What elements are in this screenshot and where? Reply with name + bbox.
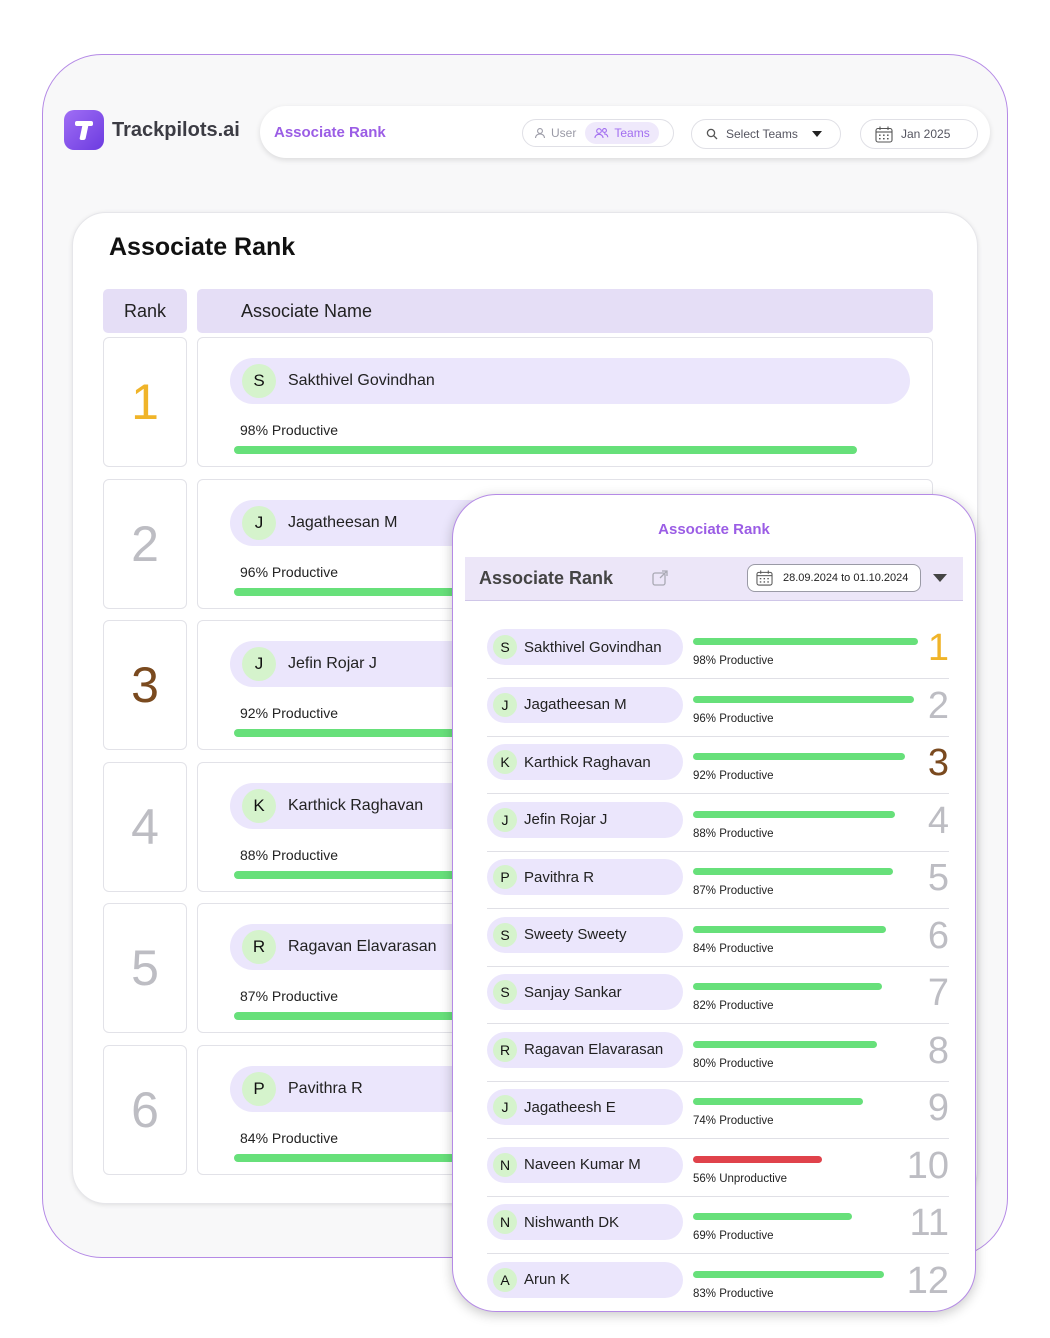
avatar: P <box>242 1072 276 1106</box>
productivity-label: 96% Productive <box>240 563 339 580</box>
associate-name: Ragavan Elavarasan <box>288 938 437 955</box>
rank-number: 3 <box>927 742 949 784</box>
productivity-label: 88% Productive <box>693 827 774 840</box>
rank-number: 5 <box>927 857 949 899</box>
associate-name: Pavithra R <box>524 868 595 886</box>
associate-name-pill[interactable] <box>487 1262 683 1298</box>
avatar: N <box>493 1210 517 1234</box>
productivity-label: 87% Productive <box>240 988 339 1004</box>
list-item[interactable] <box>487 911 949 967</box>
productivity-label: 92% Productive <box>693 770 774 782</box>
productivity-bar <box>693 1271 884 1278</box>
rank-number: 5 <box>103 903 187 1033</box>
associate-name: Naveen Kumar M <box>524 1156 641 1173</box>
avatar: S <box>493 635 517 659</box>
associate-name-pill[interactable] <box>487 1147 683 1183</box>
associate-name: Sakthivel Govindhan <box>288 372 435 389</box>
list-item[interactable] <box>487 623 949 679</box>
productivity-bar <box>693 926 886 933</box>
associate-name: Jagatheesan M <box>288 513 398 531</box>
associate-name-pill[interactable] <box>487 974 683 1010</box>
table-row[interactable] <box>197 337 933 467</box>
productivity-bar <box>693 1156 822 1163</box>
avatar: J <box>493 1095 517 1119</box>
productivity-label: 83% Productive <box>693 1287 774 1300</box>
date-picker[interactable] <box>860 119 978 149</box>
avatar: J <box>493 808 517 832</box>
productivity-label: 56% Unproductive <box>693 1172 787 1185</box>
external-link-icon[interactable] <box>651 569 669 587</box>
associate-name-pill[interactable] <box>230 358 910 404</box>
rank-number: 2 <box>927 684 949 727</box>
associate-name: Pavithra R <box>288 1079 363 1097</box>
avatar: S <box>493 980 517 1004</box>
associate-name-pill[interactable] <box>487 859 683 895</box>
rank-number: 12 <box>906 1259 949 1302</box>
teams-icon <box>594 127 609 139</box>
rank-number: 4 <box>103 762 187 892</box>
productivity-label: 74% Productive <box>693 1115 774 1127</box>
trackpilots-logo-icon <box>64 110 104 150</box>
productivity-label: 92% Productive <box>240 705 339 721</box>
productivity-bar <box>693 868 893 875</box>
mobile-panel <box>452 494 976 1312</box>
associate-name-pill[interactable] <box>487 917 683 953</box>
rank-header-label: Rank <box>123 300 167 321</box>
rank-number: 6 <box>103 1045 187 1175</box>
productivity-bar <box>234 446 857 454</box>
rank-number: 11 <box>909 1202 949 1244</box>
avatar: K <box>493 750 517 774</box>
date-label: Jan 2025 <box>901 127 951 141</box>
date-range-label: 28.09.2024 to 01.10.2024 <box>783 572 909 584</box>
avatar: J <box>242 506 276 540</box>
list-item[interactable] <box>487 738 949 794</box>
associate-name: Jagatheesan M <box>524 696 627 713</box>
toggle-teams[interactable] <box>585 122 658 144</box>
productivity-label: 82% Productive <box>693 1000 774 1012</box>
avatar: A <box>493 1268 517 1292</box>
productivity-bar <box>693 811 895 818</box>
user-icon <box>534 127 546 139</box>
list-item[interactable] <box>487 1198 949 1254</box>
chevron-down-icon[interactable] <box>933 574 947 582</box>
associate-name-pill[interactable] <box>487 1089 683 1125</box>
avatar: J <box>242 647 276 681</box>
card-title: Associate Rank <box>109 233 296 261</box>
name-header-label: Associate Name <box>241 300 373 321</box>
productivity-label: 96% Productive <box>693 712 774 725</box>
select-teams-label: Select Teams <box>726 127 798 141</box>
associate-name: Arun K <box>524 1271 570 1288</box>
associate-name-pill[interactable] <box>487 802 683 838</box>
list-item[interactable] <box>487 1256 949 1312</box>
productivity-label: 84% Productive <box>693 942 774 955</box>
productivity-label: 88% Productive <box>240 846 339 863</box>
rank-number: 10 <box>906 1144 949 1187</box>
associate-name: Nishwanth DK <box>524 1213 620 1231</box>
associate-name: Karthick Raghavan <box>288 796 424 814</box>
select-teams-dropdown[interactable] <box>691 119 841 149</box>
associate-name-pill[interactable] <box>487 1204 683 1240</box>
rank-number: 7 <box>927 972 949 1014</box>
associate-name: Karthick Raghavan <box>524 753 651 771</box>
rank-number: 6 <box>927 914 949 957</box>
list-item[interactable] <box>487 1083 949 1139</box>
productivity-bar <box>693 1041 877 1048</box>
logo[interactable] <box>64 110 240 150</box>
mobile-panel-title: Associate Rank <box>658 521 770 538</box>
toggle-user-label: User <box>551 126 577 140</box>
list-item[interactable] <box>487 968 949 1024</box>
rank-number: 8 <box>927 1029 949 1072</box>
productivity-bar <box>693 638 918 645</box>
associate-name: Ragavan Elavarasan <box>524 1041 664 1058</box>
logo-text: Trackpilots.ai <box>112 118 240 141</box>
productivity-label: 98% Productive <box>693 655 774 667</box>
associate-name: Jagatheesh E <box>524 1098 616 1116</box>
productivity-bar <box>693 696 914 703</box>
associate-name: Sweety Sweety <box>524 926 627 943</box>
calendar-icon <box>875 126 893 143</box>
productivity-bar <box>693 983 882 990</box>
avatar: R <box>242 930 276 964</box>
avatar: S <box>493 923 517 947</box>
date-range-picker[interactable] <box>747 564 921 592</box>
list-item[interactable] <box>487 681 949 737</box>
mobile-rank-title: Associate Rank <box>479 568 614 588</box>
toggle-teams-label: Teams <box>614 126 650 140</box>
productivity-bar <box>693 753 905 760</box>
toggle-user[interactable] <box>525 122 585 144</box>
avatar: J <box>493 693 517 717</box>
calendar-icon <box>756 570 773 586</box>
rank-number: 4 <box>927 799 949 842</box>
name-column-header <box>197 289 933 333</box>
list-item[interactable] <box>487 1026 949 1082</box>
avatar: S <box>242 364 276 398</box>
associate-name: Jefin Rojar J <box>288 655 377 672</box>
rank-number: 9 <box>927 1087 949 1129</box>
associate-name-pill[interactable] <box>487 744 683 780</box>
productivity-label: 84% Productive <box>240 1129 339 1146</box>
avatar: R <box>493 1038 517 1062</box>
productivity-bar <box>693 1213 852 1220</box>
rank-number: 1 <box>927 627 949 669</box>
page-title: Associate Rank <box>274 124 386 141</box>
associate-name-pill[interactable] <box>487 1032 683 1068</box>
associate-name: Sanjay Sankar <box>524 983 622 1001</box>
list-item[interactable] <box>487 796 949 852</box>
avatar: P <box>493 865 517 889</box>
productivity-label: 98% Productive <box>240 422 339 438</box>
avatar: K <box>242 789 276 823</box>
avatar: N <box>493 1153 517 1177</box>
associate-name-pill[interactable] <box>487 687 683 723</box>
productivity-label: 69% Productive <box>693 1230 774 1242</box>
productivity-label: 80% Productive <box>693 1057 774 1070</box>
associate-name: Sakthivel Govindhan <box>524 638 662 656</box>
productivity-bar <box>693 1098 863 1105</box>
search-icon <box>706 128 718 140</box>
rank-number: 2 <box>103 479 187 609</box>
rank-number: 3 <box>103 620 187 750</box>
rank-column-header <box>103 289 187 333</box>
productivity-label: 87% Productive <box>693 885 774 897</box>
list-item[interactable] <box>487 1141 949 1197</box>
chevron-down-icon <box>812 131 822 137</box>
associate-name: Jefin Rojar J <box>524 811 608 828</box>
top-bar <box>260 106 990 158</box>
rank-number: 1 <box>103 337 187 467</box>
associate-name-pill[interactable] <box>487 629 683 665</box>
mobile-rank-header <box>465 557 963 601</box>
user-teams-toggle <box>522 119 674 147</box>
list-item[interactable] <box>487 853 949 909</box>
